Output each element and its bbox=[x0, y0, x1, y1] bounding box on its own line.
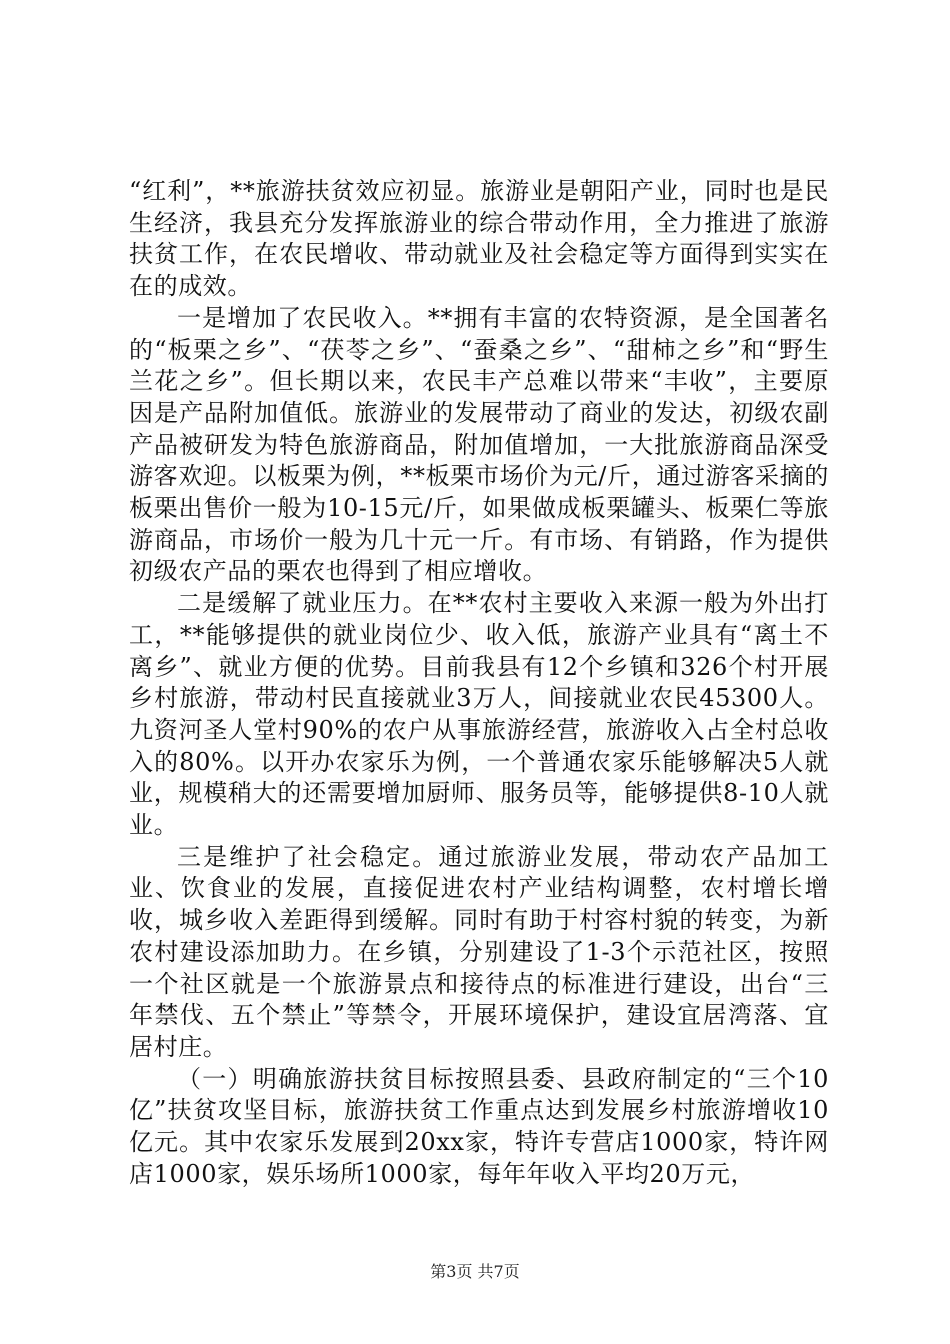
paragraph-poverty-goal: （一）明确旅游扶贫目标按照县委、县政府制定的“三个10亿”扶贫攻坚目标，旅游扶贫工作重点达到发展乡村旅游增收10亿元。其中农家乐发展到20xx家，特许专营店1000家，特许网店1000家，娱乐场所1000家，每年年收入平均20万元， bbox=[129, 1064, 829, 1188]
paragraph-farmer-income: 一是增加了农民收入。**拥有丰富的农特资源，是全国著名的“板栗之乡”、“茯苓之乡”、“蚕桑之乡”、“甜柿之乡”和“野生兰花之乡”。但长期以来，农民丰产总难以带来“丰收”，主要原因是产品附加值低。旅游业的发展带动了商业的发达，初级农副产品被研发为特色旅游商品，附加值增加，一大批旅游商品深受游客欢迎。以板栗为例，**板栗市场价为元/斤，通过游客采摘的板栗出售价一般为10-15元/斤，如果做成板栗罐头、板栗仁等旅游商品，市场价一般为几十元一斤。有市场、有销路，作为提供初级农产品的栗农也得到了相应增收。 bbox=[129, 303, 829, 586]
paragraph-social-stability: 三是维护了社会稳定。通过旅游业发展，带动农产品加工业、饮食业的发展，直接促进农村产业结构调整，农村增长增收，城乡收入差距得到缓解。同时有助于村容村貌的转变，为新农村建设添加助力。在乡镇，分别建设了1-3个示范社区，按照一个社区就是一个旅游景点和接待点的标准进行建设，出台“三年禁伐、五个禁止”等禁令，开展环境保护，建设宜居湾落、宜居村庄。 bbox=[129, 842, 829, 1061]
page-footer: 第3页 共7页 bbox=[430, 1262, 520, 1281]
paragraph-intro: “红利”，**旅游扶贫效应初显。旅游业是朝阳产业，同时也是民生经济，我县充分发挥旅游业的综合带动作用，全力推进了旅游扶贫工作，在农民增收、带动就业及社会稳定等方面得到实实在在的成效。 bbox=[129, 177, 829, 301]
paragraph-employment: 二是缓解了就业压力。在**农村主要收入来源一般为外出打工，**能够提供的就业岗位少、收入低，旅游产业具有“离土不离乡”、就业方便的优势。目前我县有12个乡镇和326个村开展乡村旅游，带动村民直接就业3万人，间接就业农民45300人。九资河圣人堂村90%的农户从事旅游经营，旅游收入占全村总收入的80%。以开办农家乐为例，一个普通农家乐能够解决5人就业，规模稍大的还需要增加厨师、服务员等，能够提供8-10人就业。 bbox=[129, 589, 829, 840]
document-body bbox=[129, 176, 829, 1191]
